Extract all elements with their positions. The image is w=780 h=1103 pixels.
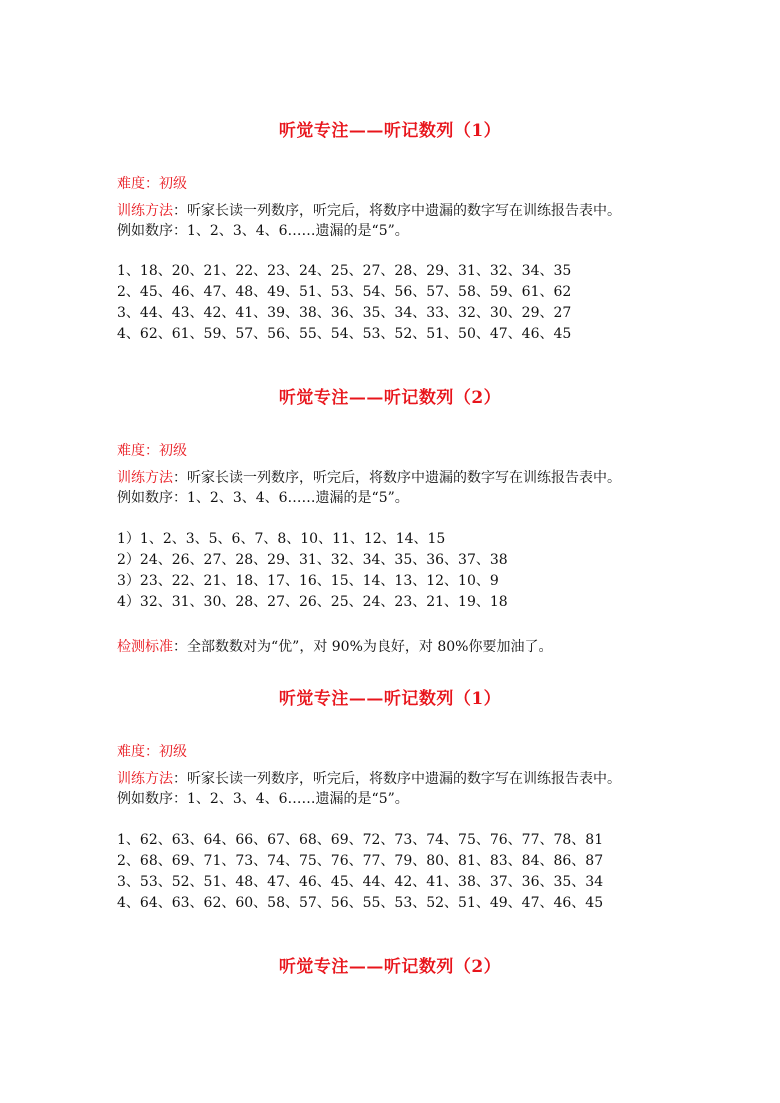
section-1-row-4: 4、62、61、59、57、56、55、54、53、52、51、50、47、46、45 — [117, 326, 572, 342]
section-3-row-1: 1、62、63、64、66、67、68、69、72、73、74、75、76、77、78、81 — [117, 832, 604, 848]
method-text: ：听家长读一列数序，听完后，将数序中遗漏的数字写在训练报告表中。 — [173, 771, 621, 787]
section-1-title: 听觉专注——听记数列（1） — [278, 121, 502, 141]
section-3-example: 例如数序：1、2、3、4、6……遗漏的是“5”。 — [117, 791, 409, 807]
section-1-row-2: 2、45、46、47、48、49、51、53、54、56、57、58、59、61、62 — [117, 284, 572, 300]
method-label: 训练方法 — [117, 203, 173, 219]
method-label: 训练方法 — [117, 771, 173, 787]
section-1-row-3: 3、44、43、42、41、39、38、36、35、34、33、32、30、29、27 — [117, 305, 572, 321]
section-2-row-1: 1）1、2、3、5、6、7、8、10、11、12、14、15 — [117, 531, 446, 547]
section-3-title: 听觉专注——听记数列（1） — [278, 689, 502, 709]
section-2-method — [117, 468, 621, 488]
section-1-method — [117, 201, 621, 221]
section-4-title: 听觉专注——听记数列（2） — [278, 957, 502, 977]
method-text: ：听家长读一列数序，听完后，将数序中遗漏的数字写在训练报告表中。 — [173, 470, 621, 486]
section-1-difficulty: 难度：初级 — [117, 176, 187, 192]
section-3-row-2: 2、68、69、71、73、74、75、76、77、79、80、81、83、84、86、87 — [117, 853, 604, 869]
section-3-row-3: 3、53、52、51、48、47、46、45、44、42、41、38、37、36、35、34 — [117, 874, 604, 890]
section-2-row-2: 2）24、26、27、28、29、31、32、34、35、36、37、38 — [117, 552, 508, 568]
section-1-row-1: 1、18、20、21、22、23、24、25、27、28、29、31、32、34、35 — [117, 263, 572, 279]
section-3-row-4: 4、64、63、62、60、58、57、56、55、53、52、51、49、47、46、45 — [117, 895, 604, 911]
section-2-title: 听觉专注——听记数列（2） — [278, 388, 502, 408]
standard-label: 检测标准 — [117, 639, 173, 655]
section-2-row-3: 3）23、22、21、18、17、16、15、14、13、12、10、9 — [117, 573, 499, 589]
standard-text: ：全部数数对为“优”，对 90%为良好，对 80%你要加油了。 — [173, 639, 553, 655]
section-3-difficulty: 难度：初级 — [117, 744, 187, 760]
section-1-example: 例如数序：1、2、3、4、6……遗漏的是“5”。 — [117, 223, 409, 239]
section-2-standard — [117, 637, 552, 657]
method-label: 训练方法 — [117, 470, 173, 486]
section-2-row-4: 4）32、31、30、28、27、26、25、24、23、21、19、18 — [117, 594, 508, 610]
section-3-method — [117, 769, 621, 789]
section-2-example: 例如数序：1、2、3、4、6……遗漏的是“5”。 — [117, 490, 409, 506]
section-2-difficulty: 难度：初级 — [117, 443, 187, 459]
method-text: ：听家长读一列数序，听完后，将数序中遗漏的数字写在训练报告表中。 — [173, 203, 621, 219]
